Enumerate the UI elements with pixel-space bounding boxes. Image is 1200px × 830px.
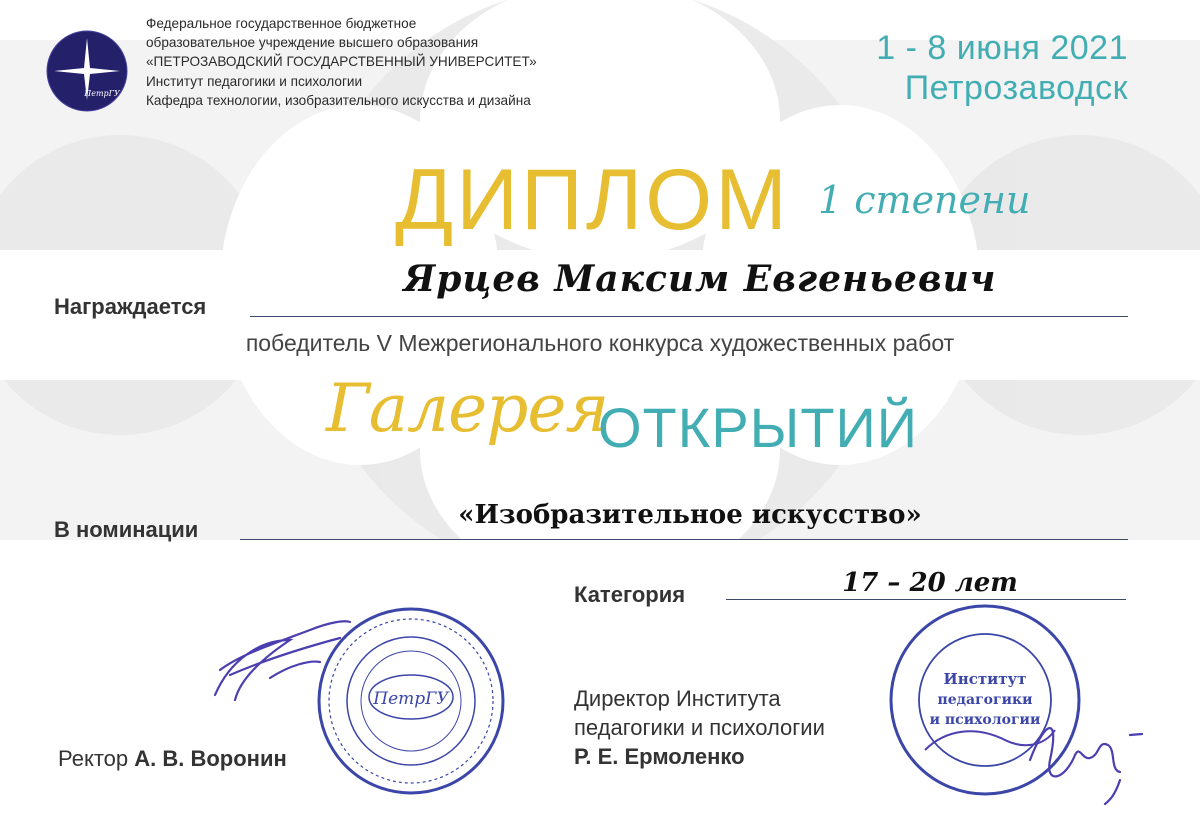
org-line: «ПЕТРОЗАВОДСКИЙ ГОСУДАРСТВЕННЫЙ УНИВЕРСИТЕТ» — [146, 54, 537, 70]
rector-name: А. В. Воронин — [134, 746, 287, 771]
university-stamp — [315, 605, 507, 797]
contest-name-caps: ОТКРЫТИЙ — [598, 396, 919, 459]
stamp-right-line2: педагогики — [937, 692, 1033, 708]
category-value: 17 – 20 лет — [842, 568, 1018, 598]
stamp-right-line1: Институт — [943, 670, 1027, 688]
nomination-underline — [240, 539, 1128, 540]
stamp-right-line3: и психологии — [929, 712, 1041, 728]
nomination-label: В номинации — [54, 517, 199, 542]
org-line: Федеральное государственное бюджетное — [146, 16, 417, 31]
org-line: образовательное учреждение высшего образования — [146, 35, 479, 51]
contest-name-script: Галерея — [326, 370, 609, 447]
logo-text: ПетрГУ — [84, 89, 120, 98]
org-line: Кафедра технологии, изобразительного искусства и дизайна — [146, 92, 531, 108]
director-title-line2: педагогики и психологии — [574, 715, 825, 740]
organization-header — [146, 14, 746, 110]
awarded-label: Награждается — [54, 294, 207, 319]
stamp-left-center: ПетрГУ — [373, 689, 449, 709]
category-label: Категория — [574, 582, 686, 607]
rector-signature-line — [58, 746, 287, 772]
director-signature — [1020, 700, 1150, 810]
awarded-underline — [250, 316, 1128, 317]
director-name: Р. Е. Ермоленко — [574, 744, 745, 769]
diploma-title: ДИПЛОМ — [395, 152, 790, 248]
event-city: Петрозаводск — [904, 69, 1128, 107]
award-description: победитель V Межрегионального конкурса художественных работ — [245, 330, 955, 356]
event-date: 1 - 8 июня 2021 — [876, 29, 1128, 67]
nomination-value: «Изобразительное искусство» — [458, 500, 922, 530]
director-signature-block — [574, 684, 825, 771]
director-title-line1: Директор Института — [574, 686, 781, 711]
university-logo — [46, 30, 128, 112]
diploma-degree: 1 степени — [818, 178, 1031, 222]
recipient-name: Ярцев Максим Евгеньевич — [403, 258, 997, 300]
event-date-place — [800, 28, 1128, 108]
org-line: Институт педагогики и психологии — [146, 73, 363, 89]
rector-title: Ректор — [58, 746, 129, 771]
